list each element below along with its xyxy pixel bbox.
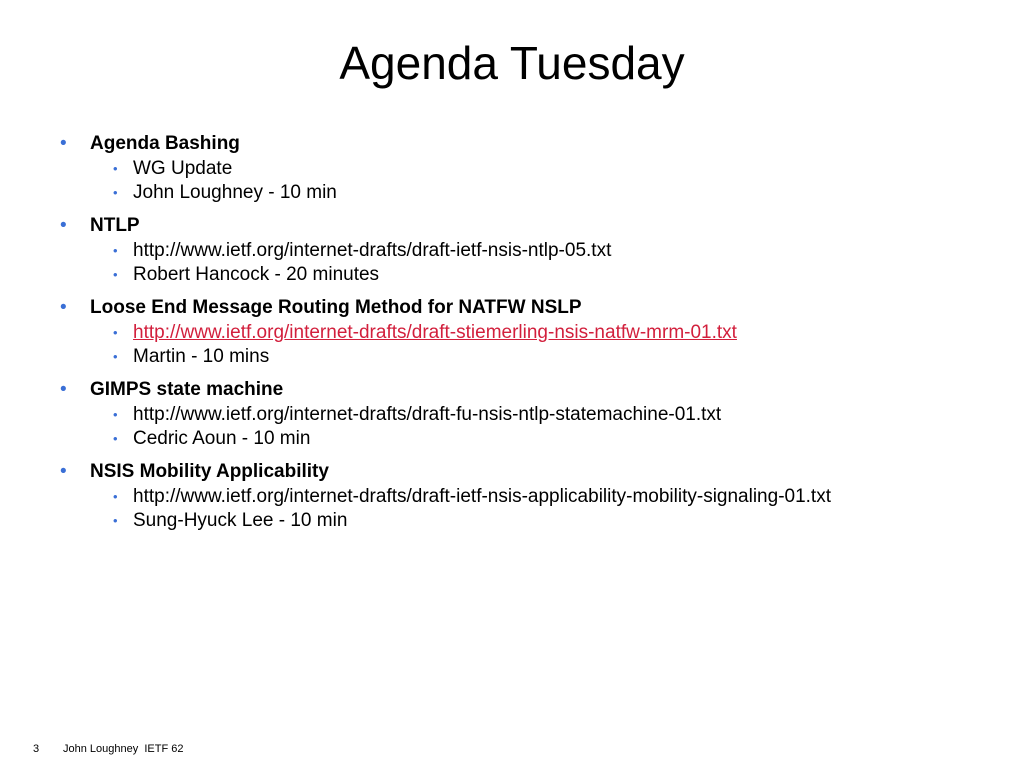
agenda-sub-list <box>60 403 1010 451</box>
agenda-sub-item-text: John Loughney - 10 min <box>133 182 337 203</box>
agenda-sub-item <box>60 157 1010 181</box>
bullet-icon: • <box>60 379 67 400</box>
bullet-icon: • <box>60 461 67 482</box>
agenda-sub-item-text: WG Update <box>133 158 233 179</box>
agenda-sub-list <box>60 321 1010 369</box>
sub-bullet-icon: • <box>113 513 118 528</box>
agenda-sub-item <box>60 427 1010 451</box>
agenda-sub-item-text: Martin - 10 mins <box>133 346 270 367</box>
bullet-icon: • <box>60 215 67 236</box>
agenda-sub-item <box>60 263 1010 287</box>
agenda-sub-item-text: http://www.ietf.org/internet-drafts/draft-ietf-nsis-applicability-mobility-signaling-01.txt <box>133 486 831 507</box>
agenda-topic <box>60 213 1010 287</box>
agenda-sub-item-text: Sung-Hyuck Lee - 10 min <box>133 510 348 531</box>
agenda-topic-label: Agenda Bashing <box>90 133 240 154</box>
agenda-topic-label: GIMPS state machine <box>90 379 284 400</box>
footer-text: John Loughney IETF 62 <box>63 743 184 755</box>
agenda-topic-label: NSIS Mobility Applicability <box>90 461 329 482</box>
agenda-topic <box>60 459 1010 533</box>
sub-bullet-icon: • <box>113 407 118 422</box>
sub-bullet-icon: • <box>113 267 118 282</box>
agenda-sub-item <box>60 485 1010 509</box>
agenda-sub-list <box>60 485 1010 533</box>
slide-title: Agenda Tuesday <box>339 37 685 89</box>
sub-bullet-icon: • <box>113 325 118 340</box>
sub-bullet-icon: • <box>113 185 118 200</box>
bullet-icon: • <box>60 133 67 154</box>
agenda-topic <box>60 377 1010 451</box>
agenda-list <box>60 131 1010 541</box>
agenda-sub-item-text: http://www.ietf.org/internet-drafts/draft-fu-nsis-ntlp-statemachine-01.txt <box>133 404 722 425</box>
agenda-sub-item <box>60 345 1010 369</box>
agenda-sub-item-text: Robert Hancock - 20 minutes <box>133 264 380 285</box>
agenda-topic <box>60 131 1010 205</box>
agenda-sub-item <box>60 509 1010 533</box>
sub-bullet-icon: • <box>113 431 118 446</box>
sub-bullet-icon: • <box>113 243 118 258</box>
agenda-topic-label: NTLP <box>90 215 140 236</box>
agenda-sub-list <box>60 239 1010 287</box>
sub-bullet-icon: • <box>113 349 118 364</box>
agenda-sub-item <box>60 321 1010 345</box>
agenda-topic-label: Loose End Message Routing Method for NATFW NSLP <box>90 297 582 318</box>
agenda-sub-item-text: Cedric Aoun - 10 min <box>133 428 311 449</box>
slide-number: 3 <box>33 743 40 755</box>
bullet-icon: • <box>60 297 67 318</box>
agenda-sub-list <box>60 157 1010 205</box>
slide-footer <box>0 741 300 757</box>
agenda-sub-item <box>60 403 1010 427</box>
agenda-sub-item <box>60 239 1010 263</box>
sub-bullet-icon: • <box>113 489 118 504</box>
agenda-topic <box>60 295 1010 369</box>
draft-link[interactable]: http://www.ietf.org/internet-drafts/draft-stiemerling-nsis-natfw-mrm-01.txt <box>133 322 737 343</box>
agenda-sub-item-text: http://www.ietf.org/internet-drafts/draft-ietf-nsis-ntlp-05.txt <box>133 240 612 261</box>
sub-bullet-icon: • <box>113 161 118 176</box>
agenda-sub-item <box>60 181 1010 205</box>
